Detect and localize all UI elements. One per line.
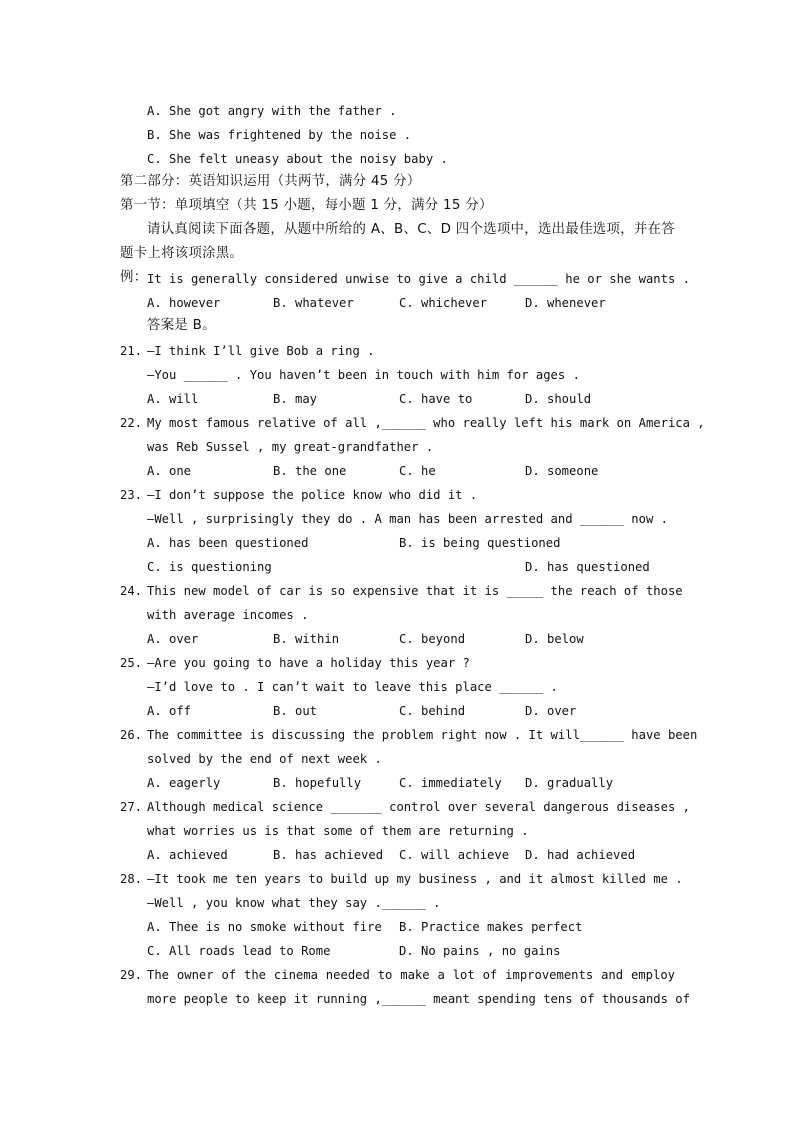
option-d: D. someone <box>525 464 599 478</box>
question-line: —Well , you know what they say .______ . <box>147 896 441 910</box>
question-line: with average incomes . <box>147 608 309 622</box>
question-number: 22. <box>120 416 143 430</box>
question-line: what worries us is that some of them are returning . <box>147 824 529 838</box>
option-a: A. has been questioned <box>147 536 309 550</box>
question-line: —You ______ . You haven’t been in touch with him for ages . <box>147 368 580 382</box>
option-b: B. within <box>273 632 340 646</box>
option-a: A. off <box>147 704 192 718</box>
prev-option-b: B. She was frightened by the noise . <box>147 128 412 142</box>
option-c: C. All roads lead to Rome <box>147 944 331 958</box>
option-d: D. below <box>525 632 584 646</box>
option-c: C. is questioning <box>147 560 272 574</box>
option-c: C. have to <box>399 392 473 406</box>
question-line: This new model of car is so expensive that it is _____ the reach of those <box>147 584 683 598</box>
example-option-d: D. whenever <box>525 296 606 310</box>
option-c: C. will achieve <box>399 848 510 862</box>
option-b: B. is being questioned <box>399 536 561 550</box>
option-a: A. over <box>147 632 199 646</box>
option-a: A. Thee is no smoke without fire <box>147 920 382 934</box>
option-c: C. he <box>399 464 436 478</box>
question-line: —I don’t suppose the police know who did it . <box>147 488 478 502</box>
question-number: 26. <box>120 728 143 742</box>
option-d: D. gradually <box>525 776 614 790</box>
question-line: —Well , surprisingly they do . A man has been arrested and ______ now . <box>147 512 668 526</box>
option-a: A. achieved <box>147 848 228 862</box>
prev-option-c: C. She felt uneasy about the noisy baby . <box>147 152 448 166</box>
question-number: 28. <box>120 872 143 886</box>
question-number: 24. <box>120 584 143 598</box>
option-d: D. over <box>525 704 577 718</box>
question-line: My most famous relative of all ,______ who really left his mark on America , <box>147 416 705 430</box>
option-b: B. Practice makes perfect <box>399 920 583 934</box>
option-b: B. the one <box>273 464 347 478</box>
option-d: D. had achieved <box>525 848 636 862</box>
option-a: A. eagerly <box>147 776 221 790</box>
section-title: 第一节：单项填空（共 15 小题，每小题 1 分，满分 15 分） <box>120 198 493 213</box>
prev-option-a: A. She got angry with the father . <box>147 104 397 118</box>
option-b: B. may <box>273 392 318 406</box>
example-answer: 答案是 B。 <box>147 318 216 333</box>
option-d: D. No pains , no gains <box>399 944 561 958</box>
option-d: D. has questioned <box>525 560 650 574</box>
question-line: was Reb Sussel , my great-grandfather . <box>147 440 434 454</box>
option-c: C. beyond <box>399 632 466 646</box>
instructions-line2: 题卡上将该项涂黑。 <box>120 246 244 261</box>
option-b: B. has achieved <box>273 848 384 862</box>
question-number: 27. <box>120 800 143 814</box>
question-line: Although medical science _______ control over several dangerous diseases , <box>147 800 690 814</box>
question-line: —I’d love to . I can’t wait to leave this place ______ . <box>147 680 558 694</box>
question-line: —Are you going to have a holiday this year ? <box>147 656 470 670</box>
question-line: more people to keep it running ,______ meant spending tens of thousands of <box>147 992 690 1006</box>
example-option-a: A. however <box>147 296 221 310</box>
example-prefix: 例： <box>120 270 148 285</box>
example-stem: It is generally considered unwise to give a child ______ he or she wants . <box>147 272 690 286</box>
question-number: 25. <box>120 656 143 670</box>
question-number: 23. <box>120 488 143 502</box>
example-option-c: C. whichever <box>399 296 488 310</box>
example-option-b: B. whatever <box>273 296 354 310</box>
question-line: The committee is discussing the problem right now . It will______ have been <box>147 728 698 742</box>
instructions-line1: 请认真阅读下面各题，从题中所给的 A、B、C、D 四个选项中，选出最佳选项，并在答 <box>147 222 675 237</box>
question-line: solved by the end of next week . <box>147 752 382 766</box>
option-b: B. hopefully <box>273 776 362 790</box>
question-number: 21. <box>120 344 143 358</box>
question-number: 29. <box>120 968 143 982</box>
option-a: A. will <box>147 392 199 406</box>
option-c: C. behind <box>399 704 466 718</box>
part-title: 第二部分：英语知识运用（共两节，满分 45 分） <box>120 174 421 189</box>
question-line: The owner of the cinema needed to make a lot of improvements and employ <box>147 968 675 982</box>
option-a: A. one <box>147 464 192 478</box>
option-b: B. out <box>273 704 318 718</box>
option-c: C. immediately <box>399 776 502 790</box>
option-d: D. should <box>525 392 592 406</box>
question-line: —I think I’ll give Bob a ring . <box>147 344 375 358</box>
question-line: —It took me ten years to build up my business , and it almost killed me . <box>147 872 683 886</box>
